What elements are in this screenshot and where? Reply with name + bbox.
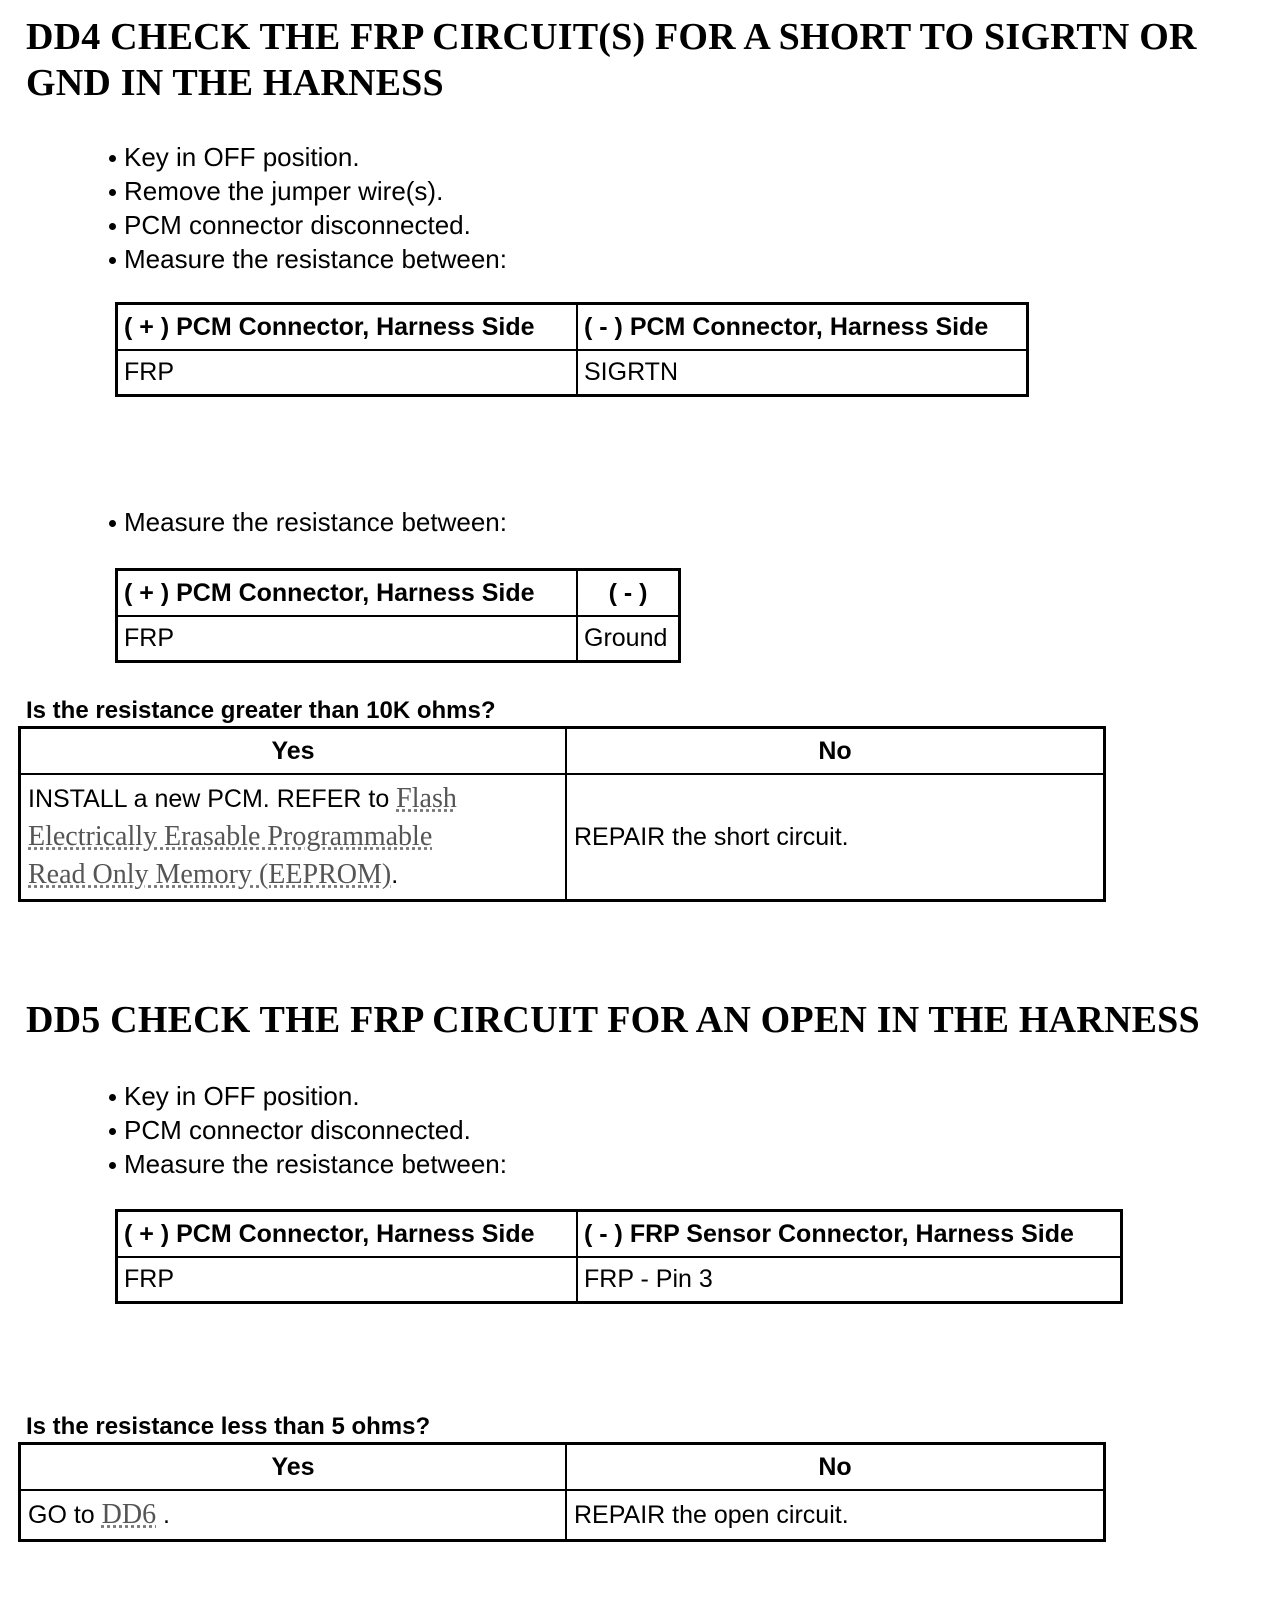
dd5-step-list [108, 1079, 507, 1181]
dd4-measure-table-sigrtn [115, 302, 1029, 397]
yes-cell [20, 1490, 567, 1541]
yes-text-suffix: . [391, 861, 399, 889]
table-header-cell: ( + ) PCM Connector, Harness Side [117, 570, 578, 617]
list-item: Key in OFF position. [108, 1079, 507, 1113]
list-item: PCM connector disconnected. [108, 208, 507, 242]
no-cell: REPAIR the open circuit. [566, 1490, 1105, 1541]
dd5-answer-table [18, 1442, 1106, 1542]
eeprom-link-line2[interactable]: Electrically Erasable Programmable [28, 821, 433, 852]
list-item: Remove the jumper wire(s). [108, 174, 507, 208]
list-item: Measure the resistance between: [108, 1147, 507, 1181]
table-header-row [20, 1444, 1105, 1491]
dd6-link[interactable]: DD6 [101, 1499, 157, 1530]
list-item: Key in OFF position. [108, 140, 507, 174]
dd4-measure-table-ground [115, 568, 681, 663]
dd4-step2-list [108, 505, 507, 539]
table-cell: FRP - Pin 3 [577, 1257, 1122, 1303]
dd4-step-list [108, 140, 507, 276]
dd5-measure-table [115, 1209, 1123, 1304]
yes-text-prefix: INSTALL a new PCM. REFER to [28, 785, 397, 813]
dd5-question: Is the resistance less than 5 ohms? [26, 1413, 431, 1440]
no-cell: REPAIR the short circuit. [566, 774, 1105, 901]
table-header-cell: ( - ) PCM Connector, Harness Side [577, 304, 1028, 351]
yes-text-prefix: GO to [28, 1501, 102, 1529]
table-header-row [117, 304, 1028, 351]
table-cell: FRP [117, 350, 578, 396]
dd4-heading-line1: DD4 CHECK THE FRP CIRCUIT(S) FOR A SHORT TO SIGRTN OR [26, 16, 1197, 58]
table-cell: FRP [117, 1257, 578, 1303]
yes-header: Yes [20, 1444, 567, 1491]
list-item: Measure the resistance between: [108, 505, 507, 539]
eeprom-link-line1[interactable]: Flash [396, 783, 457, 814]
no-header: No [566, 1444, 1105, 1491]
table-row [117, 616, 680, 662]
table-header-cell: ( - ) [577, 570, 680, 617]
table-row [20, 774, 1105, 901]
no-header: No [566, 728, 1105, 775]
dd4-answer-table [18, 726, 1106, 902]
eeprom-link-line3[interactable]: Read Only Memory (EEPROM) [28, 859, 392, 890]
yes-cell [20, 774, 567, 901]
dd4-heading [26, 14, 1197, 106]
table-row [20, 1490, 1105, 1541]
table-header-row [20, 728, 1105, 775]
table-header-row [117, 570, 680, 617]
dd4-heading-line2: GND IN THE HARNESS [26, 62, 444, 104]
dd5-heading: DD5 CHECK THE FRP CIRCUIT FOR AN OPEN IN THE HARNESS [26, 999, 1200, 1041]
yes-text-suffix: . [156, 1501, 170, 1529]
table-cell: FRP [117, 616, 578, 662]
dd4-question: Is the resistance greater than 10K ohms? [26, 697, 496, 724]
table-header-cell: ( + ) PCM Connector, Harness Side [117, 1211, 578, 1258]
list-item: Measure the resistance between: [108, 242, 507, 276]
table-row [117, 1257, 1122, 1303]
table-header-row [117, 1211, 1122, 1258]
table-header-cell: ( - ) FRP Sensor Connector, Harness Side [577, 1211, 1122, 1258]
list-item: PCM connector disconnected. [108, 1113, 507, 1147]
table-cell: SIGRTN [577, 350, 1028, 396]
yes-header: Yes [20, 728, 567, 775]
table-row [117, 350, 1028, 396]
table-cell: Ground [577, 616, 680, 662]
table-header-cell: ( + ) PCM Connector, Harness Side [117, 304, 578, 351]
